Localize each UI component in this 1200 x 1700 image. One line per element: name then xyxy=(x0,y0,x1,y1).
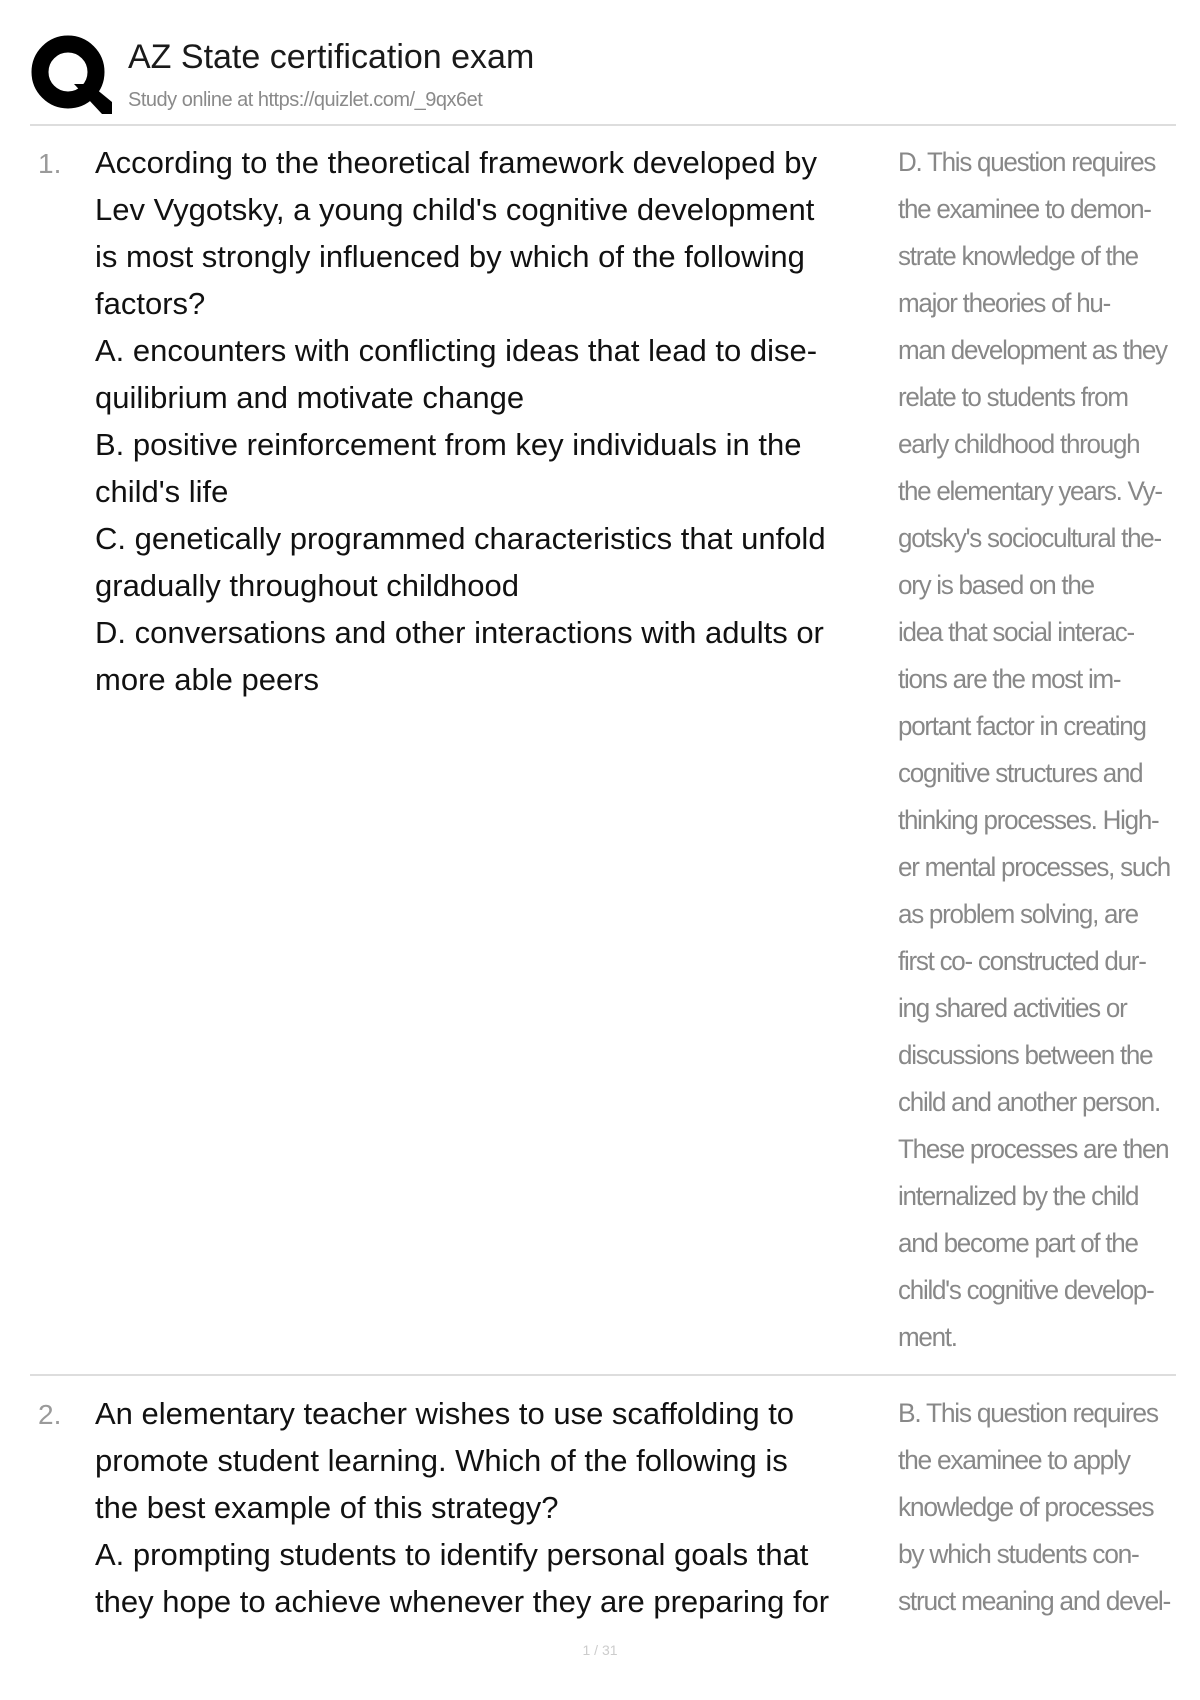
page-title: AZ State certification exam xyxy=(128,38,535,76)
answer-line: thinking processes. High- xyxy=(898,805,1159,835)
answer-line: gotsky's sociocultural the- xyxy=(898,523,1161,553)
answer-line: early childhood through xyxy=(898,429,1140,459)
answer-line: by which students con- xyxy=(898,1539,1139,1569)
answer-line: first co- constructed dur- xyxy=(898,946,1146,976)
answer-line: the examinee to demon- xyxy=(898,194,1151,224)
answer-line: portant factor in creating xyxy=(898,711,1146,741)
question-line: is most strongly influenced by which of the following xyxy=(95,239,805,274)
answer-line: child's cognitive develop- xyxy=(898,1275,1154,1305)
question-line: factors? xyxy=(95,286,206,321)
question-line: quilibrium and motivate change xyxy=(95,380,525,415)
answer-explanation xyxy=(898,139,1170,1361)
answer-line: discussions between the xyxy=(898,1040,1153,1070)
answer-line: and become part of the xyxy=(898,1228,1138,1258)
question-line: the best example of this strategy? xyxy=(95,1490,559,1525)
question-line: child's life xyxy=(95,474,229,509)
page-number: 1 / 31 xyxy=(582,1642,618,1658)
question-line: An elementary teacher wishes to use scaffolding to xyxy=(95,1396,795,1431)
question-line: C. genetically programmed characteristics that unfold xyxy=(95,521,826,556)
answer-line: as problem solving, are xyxy=(898,899,1138,929)
answer-line: relate to students from xyxy=(898,382,1128,412)
answer-line: the examinee to apply xyxy=(898,1445,1130,1475)
quizlet-logo-icon xyxy=(30,34,112,116)
question-line: B. positive reinforcement from key individuals in the xyxy=(95,427,802,462)
answer-line: ment. xyxy=(898,1322,957,1352)
answer-explanation xyxy=(898,1390,1170,1625)
answer-line: child and another person. xyxy=(898,1087,1160,1117)
question-line: promote student learning. Which of the following is xyxy=(95,1443,788,1478)
answer-line: D. This question requires xyxy=(898,147,1156,177)
question-number: 2. xyxy=(38,1399,62,1430)
answer-line: These processes are then xyxy=(898,1134,1169,1164)
question-line: A. encounters with conflicting ideas that lead to dise- xyxy=(95,333,818,368)
answer-line: ory is based on the xyxy=(898,570,1094,600)
answer-line: idea that social interac- xyxy=(898,617,1134,647)
answer-line: struct meaning and devel- xyxy=(898,1586,1170,1616)
header xyxy=(30,34,1170,124)
question-number: 1. xyxy=(38,148,62,179)
question-line: they hope to achieve whenever they are preparing for xyxy=(95,1584,830,1619)
question-line: A. prompting students to identify personal goals that xyxy=(95,1537,809,1572)
answer-line: cognitive structures and xyxy=(898,758,1143,788)
answer-line: knowledge of processes xyxy=(898,1492,1154,1522)
answer-line: the elementary years. Vy- xyxy=(898,476,1162,506)
question-line: According to the theoretical framework developed by xyxy=(95,145,818,180)
question-text xyxy=(95,139,895,703)
answer-line: man development as they xyxy=(898,335,1167,365)
answer-line: internalized by the child xyxy=(898,1181,1139,1211)
question-line: D. conversations and other interactions with adults or xyxy=(95,615,824,650)
answer-line: tions are the most im- xyxy=(898,664,1121,694)
answer-line: ing shared activities or xyxy=(898,993,1127,1023)
answer-line: strate knowledge of the xyxy=(898,241,1138,271)
answer-line: B. This question requires xyxy=(898,1398,1158,1428)
question-divider xyxy=(30,1374,1176,1376)
question-line: more able peers xyxy=(95,662,320,697)
study-online-link[interactable]: Study online at https://quizlet.com/_9qx6et xyxy=(128,89,483,111)
question-text xyxy=(95,1390,895,1625)
answer-line: major theories of hu- xyxy=(898,288,1111,318)
question-line: Lev Vygotsky, a young child's cognitive development xyxy=(95,192,815,227)
question-line: gradually throughout childhood xyxy=(95,568,519,603)
answer-line: er mental processes, such xyxy=(898,852,1170,882)
header-divider xyxy=(30,124,1176,126)
